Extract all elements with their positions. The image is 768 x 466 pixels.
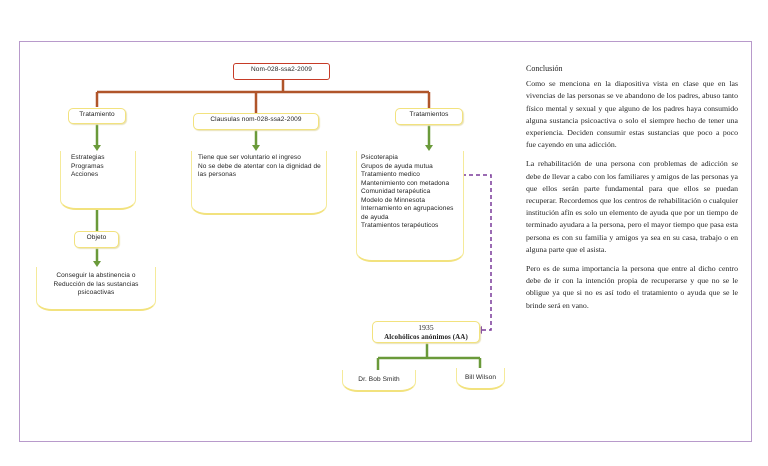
list-item: Comunidad terapéutica	[361, 188, 431, 195]
objeto-label: Objeto	[86, 234, 107, 241]
right-branch-title	[395, 108, 463, 125]
list-item: Programas	[71, 162, 104, 170]
left-branch-title	[68, 108, 126, 124]
aa-node	[372, 321, 480, 343]
list-item: Mantenimiento con metadona	[361, 179, 450, 187]
founder-node-left	[342, 370, 416, 392]
conclusion-title: Conclusión	[526, 64, 563, 73]
list-item: Modelo de Minnesota	[361, 196, 426, 204]
list-item: No se debe de atentar con la dignidad de las personas	[198, 162, 321, 178]
aa-year: 1935	[418, 323, 434, 332]
founder-node-right	[456, 368, 505, 390]
goal-label: Conseguir la abstinencia o Reducción de las sustancias psicoactivas	[53, 272, 139, 296]
objeto-node	[74, 231, 119, 248]
left-branch-items	[60, 151, 136, 210]
list-item: Internamiento en agrupaciones de ayuda	[361, 205, 454, 221]
list-item: Acciones	[71, 171, 99, 178]
right-branch-title-label: Tratamientos	[409, 111, 449, 118]
conclusion-paragraph: Como se menciona en la diapositiva vista en clase que en las vivencias de las personas se ve abandono de los padres, abuso tanto físico mental y sexual y que alguno de los padres haya consumido alguna sustancia psicoactiva o solo el siempre hecho de tener una experiencia. Deciden consumir estas sustancias que poco a poco fue cayendo en una adicción.	[526, 79, 738, 150]
founder-name: Dr. Bob Smith	[358, 376, 400, 383]
middle-branch-items	[191, 151, 327, 215]
root-label: Nom-028-ssa2-2009	[251, 66, 312, 73]
goal-node	[36, 267, 156, 311]
founder-name: Bill Wilson	[464, 374, 497, 381]
list-item: Tratamiento medico	[361, 171, 420, 178]
left-branch-title-label: Tratamiento	[79, 111, 115, 118]
list-item: Grupos de ayuda mutua	[361, 162, 433, 170]
aa-name: Alcohólicos anónimos (AA)	[384, 333, 468, 341]
conclusion-paragraph: La rehabilitación de una persona con problemas de adicción se debe de llevar a cabo con los familiares y amigos de las personas ya que ellos serán parte fundamental para que ellos se puedan recuperar. Recordemos que los centros de rehabilitación o cualquier institución afín es solo un elemento de ayuda que por un tiempo de terminado ayudara a la persona, pero el mayor tiempo que pasa esta persona es con su familia y amigos ya sea en su casa, trabajo o en alguna parte que el asista.	[526, 159, 738, 254]
list-item: Estrategias	[71, 154, 105, 161]
list-item: Tratamientos terapéuticos	[361, 222, 439, 229]
middle-branch-title	[193, 113, 319, 130]
root-node	[233, 63, 330, 80]
right-branch-items	[356, 151, 464, 262]
conclusion-section	[526, 63, 738, 319]
middle-branch-title-label: Clausulas nom-028-ssa2-2009	[210, 116, 302, 123]
conclusion-paragraph: Pero es de suma importancia la persona que entre al dicho centro debe de ir con la intención propia de recuperarse y que no se le obligue ya que si no es así todo el tratamiento o ayuda que se le brinde será en vano.	[526, 264, 738, 310]
list-item: Tiene que ser voluntario el ingreso	[198, 154, 301, 161]
list-item: Psicoterapia	[361, 154, 398, 161]
